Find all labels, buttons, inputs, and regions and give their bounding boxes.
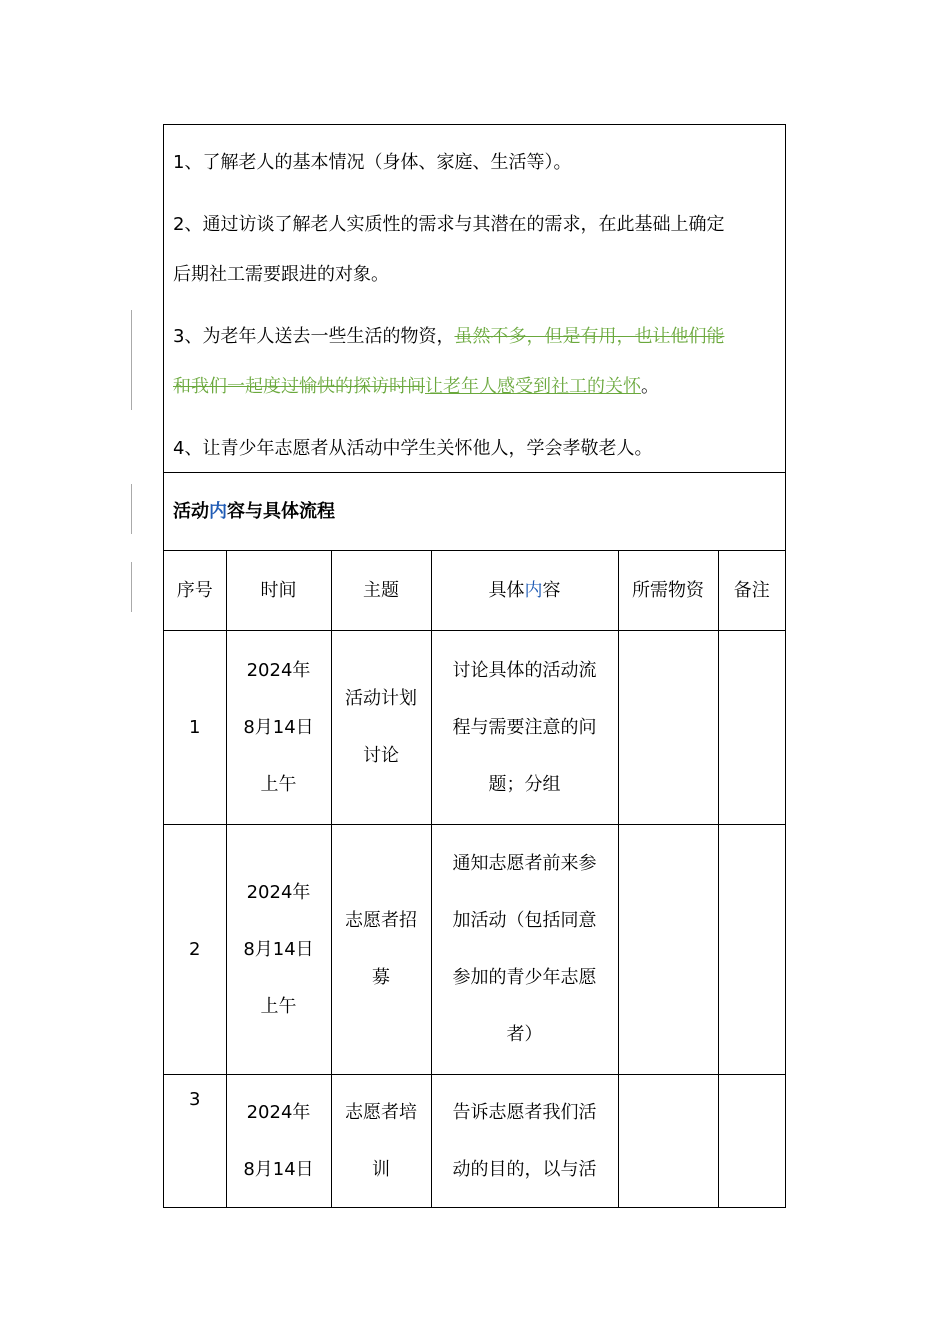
row-time[interactable] bbox=[226, 824, 331, 1074]
row-no[interactable]: 1 bbox=[164, 630, 226, 824]
row-notes[interactable] bbox=[718, 824, 785, 1074]
objective-3-line-1 bbox=[173, 309, 724, 365]
change-bar bbox=[131, 562, 132, 612]
objective-2-line-2: 后期社工需要跟进的对象。 bbox=[173, 264, 389, 285]
objective-3-prefix: 3、为老年人送去一些生活的物资， bbox=[173, 326, 455, 347]
change-bar bbox=[131, 484, 132, 534]
theme-line: 募 bbox=[372, 967, 390, 988]
section-heading-row bbox=[164, 473, 785, 551]
header-materials: 所需物资 bbox=[618, 551, 718, 630]
time-line: 2024年 bbox=[246, 881, 311, 903]
content-line: 参加的青少年志愿 bbox=[452, 967, 597, 988]
header-part: 容 bbox=[542, 579, 561, 601]
heading-part: 容与具体流程 bbox=[227, 501, 335, 522]
theme-line: 志愿者招 bbox=[345, 910, 417, 931]
row-content[interactable] bbox=[431, 1074, 618, 1208]
time-line: 2024年 bbox=[246, 659, 311, 681]
schedule-table bbox=[164, 551, 785, 1208]
theme-line: 志愿者培 bbox=[345, 1101, 417, 1123]
row-no[interactable]: 3 bbox=[164, 1074, 226, 1208]
content-line: 程与需要注意的问 bbox=[452, 716, 597, 738]
row-notes[interactable] bbox=[718, 1074, 785, 1208]
row-theme[interactable] bbox=[331, 1074, 431, 1208]
objective-1: 1、了解老人的基本情况（身体、家庭、生活等）。 bbox=[173, 152, 572, 173]
heading-highlight: 内 bbox=[209, 501, 227, 522]
header-no: 序号 bbox=[164, 551, 226, 630]
content-line: 动的目的，以与活 bbox=[452, 1158, 597, 1180]
time-line: 8月14日 bbox=[243, 938, 314, 960]
objective-3-end: 。 bbox=[641, 376, 659, 397]
row-materials[interactable] bbox=[618, 824, 718, 1074]
header-content bbox=[431, 551, 618, 630]
row-theme[interactable] bbox=[331, 630, 431, 824]
table-row bbox=[164, 630, 785, 824]
row-theme[interactable] bbox=[331, 824, 431, 1074]
header-part: 具体 bbox=[488, 579, 525, 601]
content-line: 者） bbox=[506, 1024, 543, 1045]
header-time: 时间 bbox=[226, 551, 331, 630]
table-header-row bbox=[164, 551, 785, 630]
row-time[interactable] bbox=[226, 1074, 331, 1208]
row-content[interactable] bbox=[431, 824, 618, 1074]
time-line: 上午 bbox=[260, 995, 297, 1017]
table-row bbox=[164, 824, 785, 1074]
section-heading bbox=[173, 497, 335, 523]
row-materials[interactable] bbox=[618, 1074, 718, 1208]
content-line: 加活动（包括同意 bbox=[452, 910, 597, 931]
theme-line: 活动计划 bbox=[345, 688, 417, 709]
time-line: 上午 bbox=[260, 773, 297, 795]
time-line: 8月14日 bbox=[243, 716, 314, 738]
objective-3-line-2 bbox=[173, 359, 659, 415]
content-line: 讨论具体的活动流 bbox=[452, 659, 597, 681]
header-highlight: 内 bbox=[524, 579, 543, 601]
content-line: 告诉志愿者我们活 bbox=[452, 1101, 597, 1123]
content-line: 题；分组 bbox=[488, 773, 561, 795]
plan-table-frame bbox=[163, 124, 786, 1208]
row-content[interactable] bbox=[431, 630, 618, 824]
inserted-text: 让老年人感受到社工的关怀 bbox=[425, 376, 641, 397]
time-line: 2024年 bbox=[246, 1101, 311, 1123]
theme-line: 讨论 bbox=[363, 745, 399, 766]
theme-line: 训 bbox=[372, 1158, 390, 1180]
row-time[interactable] bbox=[226, 630, 331, 824]
content-line: 通知志愿者前来参 bbox=[452, 853, 597, 874]
table-row bbox=[164, 1074, 785, 1208]
header-notes: 备注 bbox=[718, 551, 785, 630]
time-line: 8月14日 bbox=[243, 1158, 314, 1180]
deleted-text: 虽然不多，但是有用，也让他们能 bbox=[454, 326, 725, 347]
objective-4: 4、让青少年志愿者从活动中学生关怀他人，学会孝敬老人。 bbox=[173, 438, 653, 459]
deleted-text: 和我们一起度过愉快的探访时间 bbox=[173, 376, 425, 397]
header-theme: 主题 bbox=[331, 551, 431, 630]
row-notes[interactable] bbox=[718, 630, 785, 824]
objectives-cell[interactable] bbox=[164, 125, 785, 473]
row-materials[interactable] bbox=[618, 630, 718, 824]
change-bar bbox=[131, 310, 132, 410]
objective-2-line-1: 2、通过访谈了解老人实质性的需求与其潜在的需求，在此基础上确定 bbox=[173, 214, 725, 235]
row-no[interactable]: 2 bbox=[164, 824, 226, 1074]
heading-part: 活动 bbox=[173, 501, 209, 522]
